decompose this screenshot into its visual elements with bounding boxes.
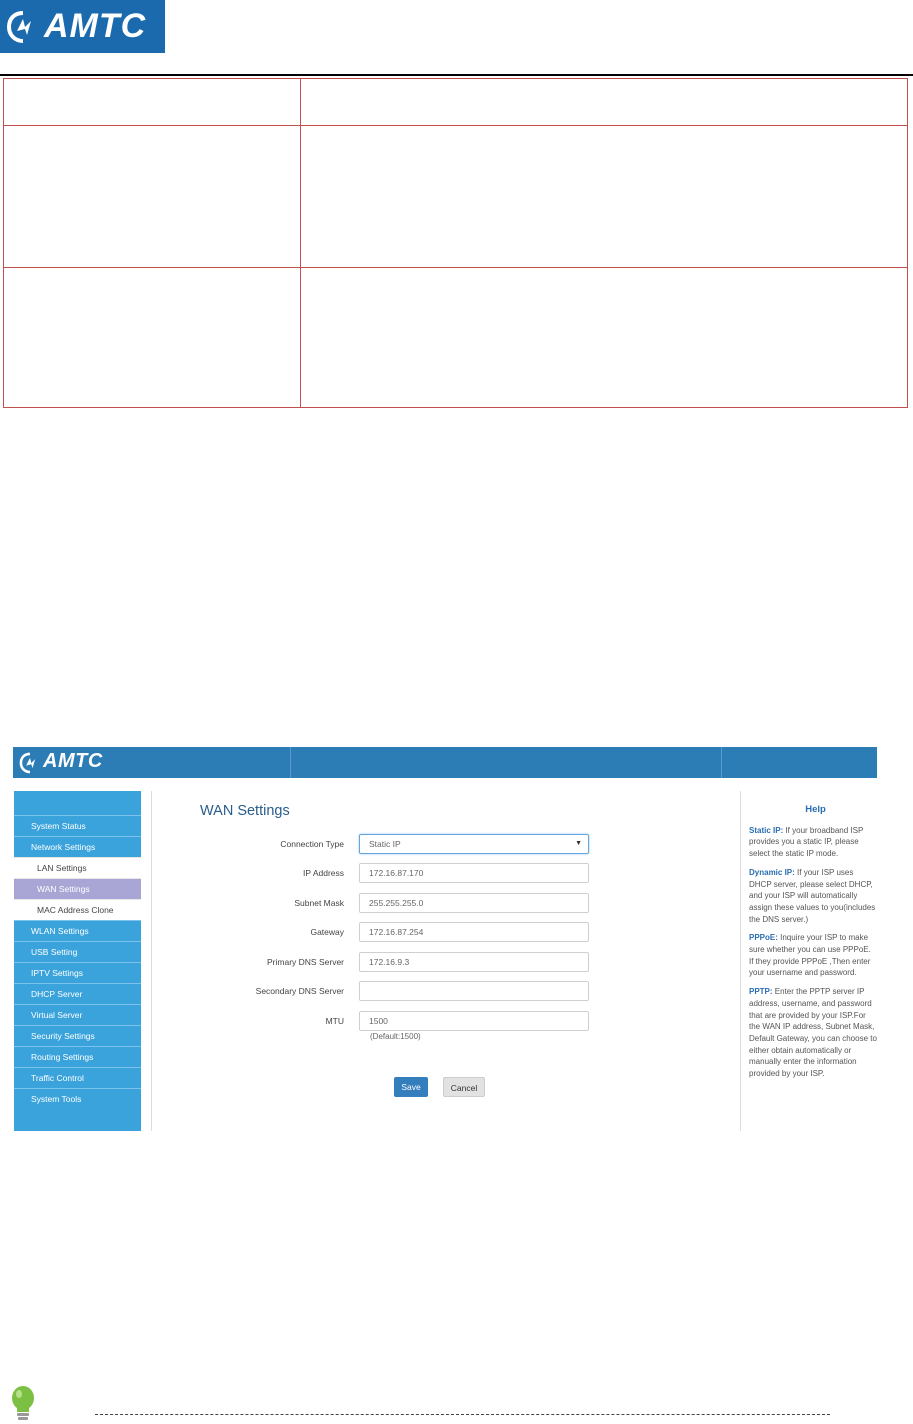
help-static-ip (749, 825, 877, 860)
chevron-down-icon: ▼ (575, 840, 582, 847)
connection-type-select[interactable] (359, 834, 589, 854)
lightbulb-icon (8, 1385, 38, 1423)
table-cell (4, 79, 301, 126)
help-title: Help (805, 804, 826, 815)
sidebar-item-virtual-server[interactable]: Virtual Server (14, 1004, 141, 1025)
sidebar-item-wan-settings[interactable]: WAN Settings (14, 878, 141, 899)
secondary-dns-input[interactable] (359, 981, 589, 1001)
tip-divider (95, 1414, 830, 1415)
topbar-divider (721, 747, 722, 778)
secondary-dns-label: Secondary DNS Server (255, 986, 344, 996)
ip-address-input[interactable]: 172.16.87.170 (359, 863, 589, 883)
help-term: PPPoE: (749, 933, 778, 943)
table-cell (4, 126, 301, 267)
topbar-divider (290, 747, 291, 778)
subnet-mask-row (152, 893, 740, 913)
router-screenshot (13, 747, 877, 1131)
mtu-input[interactable]: 1500 (359, 1011, 589, 1031)
page-title: WAN Settings (200, 803, 290, 819)
sidebar-item-system-status[interactable]: System Status (14, 815, 141, 836)
sidebar-item-wlan-settings[interactable]: WLAN Settings (14, 920, 141, 941)
sidebar-item-mac-address-clone[interactable]: MAC Address Clone (14, 899, 141, 920)
top-bar (13, 747, 877, 778)
ip-address-row (152, 863, 740, 883)
sidebar-item-usb-setting[interactable]: USB Setting (14, 941, 141, 962)
table-cell (301, 79, 908, 126)
subnet-mask-label: Subnet Mask (294, 898, 344, 908)
header-rule (0, 74, 913, 76)
table-cell (301, 267, 908, 407)
help-pptp (749, 986, 877, 1080)
help-panel (748, 791, 877, 1131)
table-row (4, 79, 908, 126)
save-button[interactable]: Save (394, 1077, 428, 1097)
table-row (4, 267, 908, 407)
primary-dns-row (152, 952, 740, 972)
help-text: Enter the PPTP server IP address, username, and password that are provided by your ISP.For the WAN IP address, Subnet Mask, Default Gateway, you can choose to either obtain automatically or manually enter the information provided by your ISP. (749, 987, 877, 1079)
table-row (4, 126, 908, 267)
connection-type-label: Connection Type (280, 839, 344, 849)
cancel-button[interactable]: Cancel (443, 1077, 485, 1097)
help-term: Dynamic IP: (749, 867, 795, 877)
doc-table (3, 78, 908, 408)
sidebar-item-iptv-settings[interactable]: IPTV Settings (14, 962, 141, 983)
sidebar-item-network-settings[interactable]: Network Settings (14, 836, 141, 857)
ip-address-label: IP Address (303, 868, 344, 878)
help-text: Inquire your ISP to make sure whether you can use PPPoE. If they provide PPPoE ,Then enter your username and password. (749, 933, 871, 978)
sidebar-item-security-settings[interactable]: Security Settings (14, 1025, 141, 1046)
doc-logo (0, 0, 165, 53)
connection-type-value: Static IP (369, 839, 401, 849)
router-logo-text: AMTC (43, 750, 103, 772)
primary-dns-input[interactable]: 172.16.9.3 (359, 952, 589, 972)
sidebar-item-lan-settings[interactable]: LAN Settings (14, 857, 141, 878)
help-term: PPTP: (749, 987, 773, 997)
table-cell (4, 267, 301, 407)
subnet-mask-input[interactable]: 255.255.255.0 (359, 893, 589, 913)
sidebar-header (14, 791, 141, 815)
gateway-label: Gateway (310, 927, 344, 937)
help-text: If your ISP uses DHCP server, please select DHCP, and your ISP will automatically assign these values to you(includes the DNS server.) (749, 867, 876, 924)
sidebar-item-system-tools[interactable]: System Tools (14, 1088, 141, 1109)
amtc-logo-icon (19, 752, 41, 774)
amtc-logo-icon (6, 10, 40, 44)
help-dynamic-ip (749, 867, 877, 926)
secondary-dns-row (152, 981, 740, 1001)
sidebar-nav (14, 815, 141, 1109)
gateway-row (152, 922, 740, 942)
help-pppoe (749, 932, 877, 979)
help-term: Static IP: (749, 825, 784, 835)
sidebar-item-dhcp-server[interactable]: DHCP Server (14, 983, 141, 1004)
mtu-hint: (Default:1500) (370, 1032, 421, 1041)
sidebar (14, 791, 141, 1131)
connection-type-row (152, 834, 740, 854)
doc-logo-text: AMTC (44, 7, 147, 45)
mtu-row (152, 1011, 740, 1031)
sidebar-item-traffic-control[interactable]: Traffic Control (14, 1067, 141, 1088)
primary-dns-label: Primary DNS Server (267, 957, 344, 967)
table-cell (301, 126, 908, 267)
mtu-label: MTU (325, 1016, 344, 1026)
help-text: If your broadband ISP provides you a static IP, please select the static IP mode. (749, 825, 864, 859)
sidebar-item-routing-settings[interactable]: Routing Settings (14, 1046, 141, 1067)
gateway-input[interactable]: 172.16.87.254 (359, 922, 589, 942)
main-panel (151, 791, 741, 1131)
top-strip (13, 778, 877, 791)
